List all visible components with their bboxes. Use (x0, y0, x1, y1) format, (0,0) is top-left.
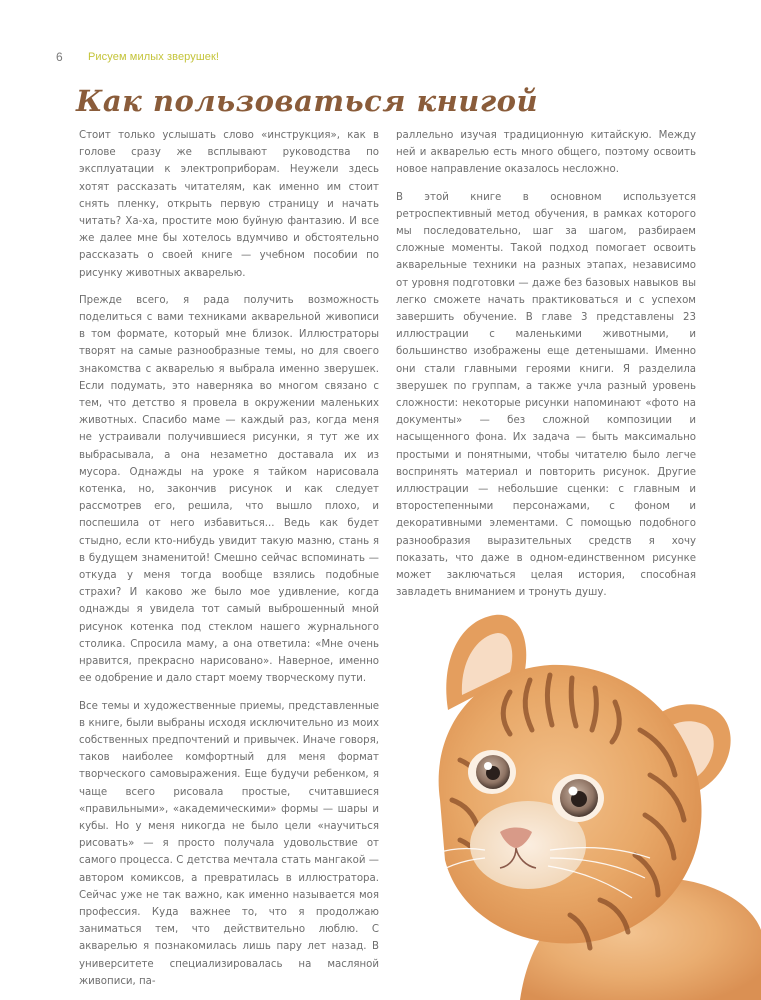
running-head: Рисуем милых зверушек! (88, 51, 220, 63)
page-title: Как пользоваться книгой (76, 84, 539, 118)
left-column (79, 127, 379, 990)
tiger-cub-illustration (400, 600, 761, 1000)
paragraph: раллельно изучая традиционную китайскую. Между ней и акварелью есть много общего, поэтому освоить новое направление оказалось несложно. (396, 130, 696, 176)
page-number: 6 (56, 50, 63, 64)
right-column (396, 127, 696, 601)
paragraph: Все темы и художественные приемы, представленные в книге, были выбраны исходя исключительно из моих собственных предпочтений и привычек. Иначе говоря, таков наиболее комфортный для меня формат творческого самовыражения. Еще будучи ребенком, я чаще всего рисовала простые, считавшиеся «правильными», «академическими» формы — шары и кубы. Но у меня никогда не было цели «научиться рисовать» — я просто получала удовольствие от самого процесса. С детства мечтала стать мангакой — автором комиксов, а превратилась в иллюстратора. Сейчас уже не так важно, как именно называется моя профессия. Куда важнее то, что я продолжаю заниматься тем, что действительно люблю. С акварелью я познакомилась лишь пару лет назад. В университете специализировалась на масляной живописи, па- (79, 700, 379, 987)
paragraph: В этой книге в основном используется ретроспективный метод обучения, в рамках которого мы последовательно, шаг за шагом, разбираем сложные моменты. Такой подход помогает освоить акварельные техники на разных этапах, независимо от уровня подготовки — даже без базовых навыков вы легко сможете начать практиковаться и с успехом завершить обучение. В главе 3 представлены 23 иллюстрации с маленькими животными, и большинство изображены еще детенышами. Именно они стали главными героями книги. Я разделила зверушек по группам, а также учла разный уровень сложности: некоторые рисунки напоминают «фото на документы» — без сложной композиции и насыщенного фона. Их задача — быть максимально простыми и понятными, чтобы читателю было легче воспринять материал и повторить рисунок. Другие иллюстрации — небольшие сценки: с главным и второстепенными персонажами, с фоном и декоративными элементами. С помощью подобного разнообразия выразительных средств я хочу показать, что даже в одном-единственном рисунке может заключаться целая история, способная завладеть вниманием и тронуть душу. (396, 191, 696, 599)
tiger-right-eye (552, 774, 604, 822)
paragraph: Стоит только услышать слово «инструкция», как в голове сразу же всплывают руководства по эксплуатации к электроприборам. Неужели здесь хотят рассказать читателям, как именно им стоит снять пленку, открыть первую страницу и начать читать? Ха-ха, простите мою буйную фантазию. И все же далее мне бы хотелось вдумчиво и обстоятельно рассказать о своей книге — учебном пособии по рисунку животных акварелью. (79, 130, 379, 279)
tiger-left-eye (468, 750, 516, 794)
paragraph: Прежде всего, я рада получить возможность поделиться с вами техниками акварельной живописи в том формате, который мне близок. Иллюстраторы творят на самые разнообразные темы, но для своего знакомства с акварелью я выбрала именно зверушек. Если подумать, это наверняка во многом связано с тем, что детство я провела в окружении маленьких животных. Спасибо маме — каждый раз, когда меня не устраивали получившиеся рисунки, я тут же их выбрасывала, а она незаметно доставала их из мусора. Однажды на уроке я тайком нарисовала котенка, но, закончив рисунок и как следует рассмотрев его, решила, что вышло плохо, и поспешила от него избавиться... Ведь как будет стыдно, если кто-нибудь увидит такую мазню, стань я в будущем знаменитой! Смешно сейчас вспоминать — откуда у меня тогда вообще взялись подобные страхи? И каково же было мое удивление, когда однажды я увидела тот самый выброшенный мной рисунок котенка под стеклом нашего журнального столика. Спросила маму, а она ответила: «Мне очень нравится, прекрасно нарисовано». Наверное, именно ее одобрение и дало старт моему творческому пути. (79, 294, 379, 685)
